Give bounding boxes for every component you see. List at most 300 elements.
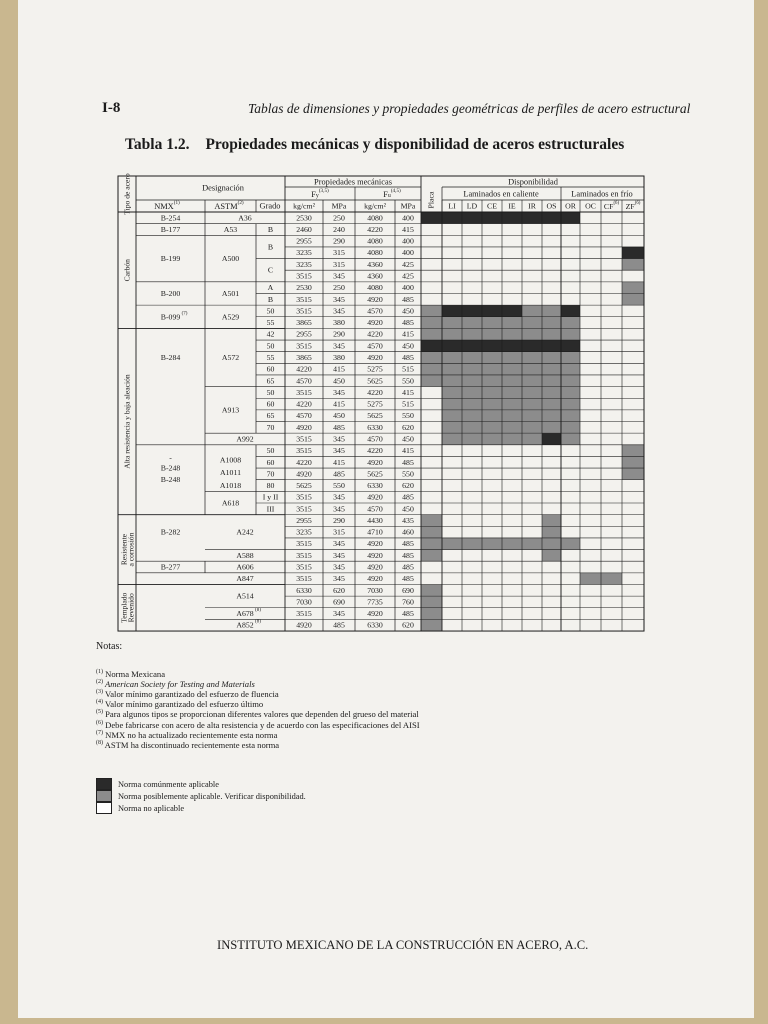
fy-kgcm2-value: 2530 <box>296 213 312 223</box>
fu-kgcm2-value: 4920 <box>367 609 383 619</box>
note-item <box>96 689 420 699</box>
designation-cell: 60 <box>266 399 275 409</box>
availability-cell <box>421 328 442 340</box>
availability-cell <box>542 305 561 317</box>
fy-kgcm2-value: 3235 <box>296 527 312 537</box>
fy-mpa-value: 485 <box>333 422 345 432</box>
availability-cell <box>442 340 462 352</box>
designation-cell: 60 <box>266 364 275 374</box>
designation-cell: 50 <box>266 387 275 397</box>
fu-mpa-value: 515 <box>402 364 414 374</box>
fy-mpa-value: 315 <box>333 248 345 258</box>
availability-cell <box>462 305 482 317</box>
availability-cell <box>482 398 502 410</box>
designation-cell: A913 <box>221 405 240 415</box>
footer: INSTITUTO MEXICANO DE LA CONSTRUCCIÓN EN ACERO, A.C. <box>217 938 589 952</box>
availability-cell <box>622 247 644 259</box>
note-item <box>96 699 420 709</box>
fy-kgcm2-value: 3515 <box>296 341 312 351</box>
availability-cell <box>421 550 442 562</box>
header-col-zf: ZF$^{(6)}$ <box>625 200 641 211</box>
fu-mpa-value: 415 <box>402 329 414 339</box>
note-item <box>96 709 420 719</box>
fy-mpa-value: 415 <box>333 399 345 409</box>
fy-kgcm2-value: 4920 <box>296 620 312 630</box>
header-col-cf: CF$^{(6)}$ <box>603 200 620 211</box>
fy-mpa-value: 315 <box>333 259 345 269</box>
designation-cell: 65 <box>266 411 275 421</box>
designation-cell: 80 <box>266 481 275 491</box>
note-text: Norma Mexicana <box>103 668 166 679</box>
header-propiedades: Propiedades mecánicas <box>314 177 392 187</box>
fu-kgcm2-value: 4080 <box>367 283 383 293</box>
availability-cell <box>561 317 580 329</box>
availability-cell <box>561 387 580 399</box>
availability-cell <box>542 526 561 538</box>
designation-cell: B-248 <box>160 463 181 473</box>
designation-cell: 55 <box>266 318 275 328</box>
designation-cell: 50 <box>266 306 275 316</box>
fu-mpa-value: 760 <box>402 597 414 607</box>
availability-cell <box>462 212 482 224</box>
header-designacion: Designación <box>202 183 244 193</box>
fu-kgcm2-value: 4220 <box>367 329 383 339</box>
designation-cell: B-099 <box>160 312 181 322</box>
header-caliente: Laminados en caliente <box>463 189 539 199</box>
availability-cell <box>442 212 462 224</box>
header-col-ie: IE <box>508 201 516 211</box>
header-placa: Placa <box>426 191 436 209</box>
designation-cell: B-277 <box>160 562 181 572</box>
fy-mpa-value: 290 <box>333 236 345 246</box>
fu-mpa-value: 415 <box>402 387 414 397</box>
fy-mpa-value: 250 <box>333 283 345 293</box>
availability-cell <box>502 340 522 352</box>
fy-mpa-value: 345 <box>333 271 345 281</box>
header-tipo: Tipo de acero <box>122 173 132 215</box>
fu-mpa-value: 550 <box>402 411 414 421</box>
fy-mpa-value: 620 <box>333 585 345 595</box>
fy-mpa-value: 450 <box>333 411 345 421</box>
availability-cell <box>542 387 561 399</box>
availability-cell <box>421 317 442 329</box>
fu-mpa-value: 450 <box>402 306 414 316</box>
designation-cell: A678 <box>236 609 254 619</box>
availability-cell <box>462 340 482 352</box>
designation-cell: 60 <box>266 457 275 467</box>
group-label: Resistente <box>119 533 129 566</box>
fu-kgcm2-value: 4570 <box>367 341 383 351</box>
fy-kgcm2-value: 4220 <box>296 399 312 409</box>
fy-mpa-value: 345 <box>333 539 345 549</box>
availability-cell <box>442 387 462 399</box>
availability-cell <box>442 410 462 422</box>
fu-kgcm2-value: 5625 <box>367 469 383 479</box>
availability-cell <box>542 212 561 224</box>
fu-kgcm2-value: 4570 <box>367 434 383 444</box>
designation-cell: B <box>267 224 274 234</box>
availability-cell <box>421 352 442 364</box>
availability-cell <box>502 317 522 329</box>
fu-mpa-value: 425 <box>402 271 414 281</box>
fy-mpa-value: 485 <box>333 469 345 479</box>
legend-swatch <box>96 778 112 790</box>
fu-mpa-value: 450 <box>402 434 414 444</box>
fu-mpa-value: 515 <box>402 399 414 409</box>
designation-cell: B-284 <box>160 353 181 362</box>
designation-cell: A992 <box>236 434 254 444</box>
availability-cell <box>421 538 442 550</box>
designation-cell: 70 <box>266 422 275 432</box>
availability-cell <box>442 328 462 340</box>
availability-cell <box>462 422 482 434</box>
availability-cell <box>542 433 561 445</box>
fy-mpa-value: 380 <box>333 353 345 362</box>
note-text: Para algunos tipos se proporcionan diferentes valores que dependen del grueso del material <box>103 709 419 720</box>
availability-cell <box>462 410 482 422</box>
fu-kgcm2-value: 6330 <box>367 620 383 630</box>
fy-kgcm2-value: 2955 <box>296 236 312 246</box>
fu-kgcm2-value: 4920 <box>367 353 383 362</box>
availability-cell <box>462 352 482 364</box>
availability-cell <box>542 352 561 364</box>
availability-cell <box>482 305 502 317</box>
fu-kgcm2-value: 7030 <box>367 585 383 595</box>
availability-cell <box>421 596 442 608</box>
designation-cell: A618 <box>221 498 240 508</box>
availability-cell <box>580 573 601 585</box>
designation-cell: A514 <box>236 591 254 601</box>
fu-mpa-value: 550 <box>402 469 414 479</box>
fy-kgcm2-value: 3515 <box>296 609 312 619</box>
availability-cell <box>561 422 580 434</box>
fy-kgcm2-value: 3515 <box>296 294 312 304</box>
availability-cell <box>542 375 561 387</box>
fy-kgcm2-value: 3515 <box>296 574 312 584</box>
note-reference: (8) <box>255 619 261 625</box>
availability-cell <box>622 293 644 305</box>
designation-cell: 65 <box>266 376 275 386</box>
fy-kgcm2-value: 3515 <box>296 492 312 502</box>
availability-cell <box>522 328 542 340</box>
fy-mpa-value: 315 <box>333 527 345 537</box>
legend-item <box>96 802 306 814</box>
fy-mpa-value: 345 <box>333 550 345 560</box>
designation-cell: A847 <box>236 574 254 584</box>
note-mark: (8) <box>96 739 103 746</box>
fy-mpa-value: 345 <box>333 306 345 316</box>
availability-cell <box>482 212 502 224</box>
designation-cell: I y II <box>262 492 279 502</box>
group-label: Templado <box>119 592 129 623</box>
availability-cell <box>522 317 542 329</box>
fu-kgcm2-value: 5625 <box>367 376 383 386</box>
note-mark: (4) <box>96 699 103 706</box>
group-label: Carbón <box>122 259 132 282</box>
fy-mpa-value: 290 <box>333 515 345 525</box>
availability-cell <box>462 328 482 340</box>
fy-kgcm2-value: 4220 <box>296 364 312 374</box>
fu-mpa-value: 485 <box>402 562 414 572</box>
availability-cell <box>522 340 542 352</box>
availability-cell <box>561 305 580 317</box>
availability-cell <box>482 410 502 422</box>
note-item <box>96 679 420 689</box>
fu-kgcm2-value: 7735 <box>367 597 383 607</box>
availability-cell <box>421 526 442 538</box>
fy-mpa-value: 240 <box>333 224 345 234</box>
fy-kgcm2-value: 2460 <box>296 224 312 234</box>
availability-cell <box>462 398 482 410</box>
fu-kgcm2-value: 4920 <box>367 550 383 560</box>
availability-cell <box>502 305 522 317</box>
fy-kgcm2-value: 5625 <box>296 481 312 491</box>
designation-cell: 55 <box>266 353 275 362</box>
designation-cell: A36 <box>238 213 252 223</box>
availability-cell <box>421 515 442 527</box>
availability-cell <box>442 433 462 445</box>
fy-kgcm2-value: 4920 <box>296 422 312 432</box>
fu-kgcm2-value: 4920 <box>367 574 383 584</box>
availability-cell <box>421 305 442 317</box>
header-fu-kgcm2: kg/cm² <box>364 201 386 211</box>
availability-cell <box>482 352 502 364</box>
note-mark: (6) <box>96 719 103 726</box>
note-text: Valor mínimo garantizado del esfuerzo de fluencia <box>103 688 279 699</box>
header-col-ce: CE <box>487 201 497 211</box>
fu-mpa-value: 485 <box>402 539 414 549</box>
availability-cell <box>421 608 442 620</box>
fu-mpa-value: 460 <box>402 527 414 537</box>
designation-cell: C <box>267 265 274 275</box>
availability-cell <box>502 422 522 434</box>
fy-mpa-value: 415 <box>333 457 345 467</box>
availability-cell <box>421 584 442 596</box>
legend-swatch <box>96 802 112 814</box>
fy-mpa-value: 345 <box>333 446 345 456</box>
note-text: NMX no ha actualizado recientemente esta norma <box>103 729 278 740</box>
header-col-or: OR <box>565 201 576 211</box>
fu-mpa-value: 415 <box>402 446 414 456</box>
availability-cell <box>542 550 561 562</box>
availability-cell <box>482 328 502 340</box>
fu-kgcm2-value: 4220 <box>367 387 383 397</box>
fy-mpa-value: 345 <box>333 341 345 351</box>
availability-cell <box>421 212 442 224</box>
availability-cell <box>561 538 580 550</box>
fu-mpa-value: 415 <box>402 224 414 234</box>
running-title: Tablas de dimensiones y propiedades geométricas de perfiles de acero estructural <box>248 101 691 116</box>
header-fy-kgcm2: kg/cm² <box>293 201 315 211</box>
fy-kgcm2-value: 3515 <box>296 387 312 397</box>
legend-label: Norma no aplicable <box>118 803 185 813</box>
fy-kgcm2-value: 3515 <box>296 550 312 560</box>
fu-kgcm2-value: 6330 <box>367 422 383 432</box>
group-label: Revenido <box>126 593 136 623</box>
fu-kgcm2-value: 4920 <box>367 294 383 304</box>
fy-mpa-value: 450 <box>333 376 345 386</box>
availability-cell <box>561 398 580 410</box>
availability-cell <box>502 538 522 550</box>
fy-mpa-value: 345 <box>333 504 345 514</box>
availability-cell <box>522 387 542 399</box>
note-text: American Society for Testing and Materials <box>103 678 255 689</box>
availability-cell <box>542 515 561 527</box>
fu-kgcm2-value: 4920 <box>367 539 383 549</box>
fy-mpa-value: 290 <box>333 329 345 339</box>
fy-kgcm2-value: 4570 <box>296 411 312 421</box>
fu-mpa-value: 485 <box>402 294 414 304</box>
fu-mpa-value: 620 <box>402 422 414 432</box>
availability-cell <box>442 538 462 550</box>
designation-cell: A606 <box>236 562 254 572</box>
notes-section <box>96 642 420 750</box>
designation-cell: B-248 <box>160 475 181 485</box>
availability-cell <box>522 375 542 387</box>
availability-cell <box>561 433 580 445</box>
availability-cell <box>561 212 580 224</box>
fy-mpa-value: 345 <box>333 434 345 444</box>
note-mark: (7) <box>96 729 103 736</box>
availability-cell <box>502 212 522 224</box>
fu-kgcm2-value: 4710 <box>367 527 383 537</box>
designation-cell: A852 <box>236 620 254 630</box>
fu-mpa-value: 485 <box>402 353 414 362</box>
fu-kgcm2-value: 4920 <box>367 492 383 502</box>
fu-kgcm2-value: 4920 <box>367 562 383 572</box>
group-label: a corrosión <box>126 532 136 567</box>
header-astm: ASTM$^{(2)}$ <box>214 200 244 211</box>
fu-kgcm2-value: 5625 <box>367 411 383 421</box>
availability-cell <box>462 317 482 329</box>
availability-cell <box>522 212 542 224</box>
availability-cell <box>442 422 462 434</box>
fy-mpa-value: 250 <box>333 213 345 223</box>
designation-cell: III <box>266 504 275 514</box>
fy-kgcm2-value: 3235 <box>296 259 312 269</box>
availability-cell <box>442 363 462 375</box>
availability-cell <box>442 398 462 410</box>
table-title-text: Propiedades mecánicas y disponibilidad de aceros estructurales <box>205 136 625 153</box>
fy-mpa-value: 345 <box>333 574 345 584</box>
header-fu-mpa: MPa <box>400 201 416 211</box>
availability-cell <box>561 375 580 387</box>
fu-mpa-value: 485 <box>402 609 414 619</box>
fy-kgcm2-value: 3515 <box>296 539 312 549</box>
fy-kgcm2-value: 2955 <box>296 329 312 339</box>
note-reference: (7) <box>181 311 188 317</box>
availability-cell <box>522 398 542 410</box>
fu-kgcm2-value: 4080 <box>367 213 383 223</box>
note-mark: (5) <box>96 709 103 716</box>
designation-cell: B-282 <box>160 527 181 537</box>
header-frio: Laminados en frío <box>571 189 633 199</box>
availability-cell <box>502 363 522 375</box>
fu-mpa-value: 485 <box>402 457 414 467</box>
header-disponibilidad: Disponibilidad <box>508 177 558 187</box>
note-item <box>96 740 420 750</box>
designation-cell: A529 <box>221 312 240 322</box>
note-reference: (8) <box>255 608 261 614</box>
header-fy: $F_y^{(3,5)}$ <box>311 188 329 199</box>
note-text: ASTM ha discontinuado recientemente esta norma <box>103 739 280 750</box>
designation-cell: - <box>169 453 172 463</box>
availability-cell <box>482 387 502 399</box>
notes-list <box>96 669 420 750</box>
fy-mpa-value: 550 <box>333 481 345 491</box>
fy-mpa-value: 345 <box>333 609 345 619</box>
availability-cell <box>421 363 442 375</box>
fy-kgcm2-value: 3515 <box>296 434 312 444</box>
designation-cell: A <box>267 283 274 293</box>
fy-mpa-value: 345 <box>333 294 345 304</box>
fu-kgcm2-value: 4080 <box>367 248 383 258</box>
availability-cell <box>462 375 482 387</box>
fu-mpa-value: 435 <box>402 515 414 525</box>
header-nmx: NMX$^{(1)}$ <box>154 200 180 211</box>
legend <box>96 778 306 814</box>
designation-cell: A501 <box>221 288 240 298</box>
designation-cell: 42 <box>266 329 275 339</box>
fu-mpa-value: 690 <box>402 585 414 595</box>
availability-cell <box>442 352 462 364</box>
fy-mpa-value: 345 <box>333 492 345 502</box>
availability-cell <box>542 538 561 550</box>
fu-mpa-value: 450 <box>402 341 414 351</box>
fu-mpa-value: 400 <box>402 236 414 246</box>
note-mark: (2) <box>96 678 103 685</box>
availability-cell <box>522 305 542 317</box>
availability-cell <box>542 398 561 410</box>
availability-cell <box>542 422 561 434</box>
page-number: I-8 <box>102 100 121 116</box>
note-text: Debe fabricarse con acero de alta resistencia y de acuerdo con las especificaciones del AISI <box>103 719 420 730</box>
fu-kgcm2-value: 5275 <box>367 364 383 374</box>
header-fy-mpa: MPa <box>331 201 347 211</box>
availability-cell <box>522 538 542 550</box>
fu-kgcm2-value: 4570 <box>367 306 383 316</box>
fy-mpa-value: 415 <box>333 364 345 374</box>
availability-cell <box>482 422 502 434</box>
designation-cell: B <box>267 242 274 252</box>
note-mark: (3) <box>96 689 103 696</box>
fu-kgcm2-value: 6330 <box>367 481 383 491</box>
availability-cell <box>522 352 542 364</box>
fu-kgcm2-value: 4920 <box>367 457 383 467</box>
designation-cell: A53 <box>223 224 238 234</box>
fy-mpa-value: 345 <box>333 562 345 572</box>
availability-cell <box>482 433 502 445</box>
availability-cell <box>502 387 522 399</box>
legend-item <box>96 778 306 790</box>
fu-mpa-value: 485 <box>402 550 414 560</box>
fy-kgcm2-value: 2530 <box>296 283 312 293</box>
designation-cell: A242 <box>236 527 254 537</box>
fu-mpa-value: 550 <box>402 376 414 386</box>
designation-cell: B-200 <box>160 288 181 298</box>
fu-kgcm2-value: 4920 <box>367 318 383 328</box>
fy-kgcm2-value: 6330 <box>296 585 312 595</box>
availability-cell <box>522 363 542 375</box>
note-item <box>96 720 420 730</box>
availability-cell <box>462 538 482 550</box>
availability-cell <box>462 363 482 375</box>
availability-cell <box>502 433 522 445</box>
availability-cell <box>561 410 580 422</box>
availability-cell <box>482 538 502 550</box>
availability-cell <box>542 363 561 375</box>
fu-mpa-value: 400 <box>402 283 414 293</box>
